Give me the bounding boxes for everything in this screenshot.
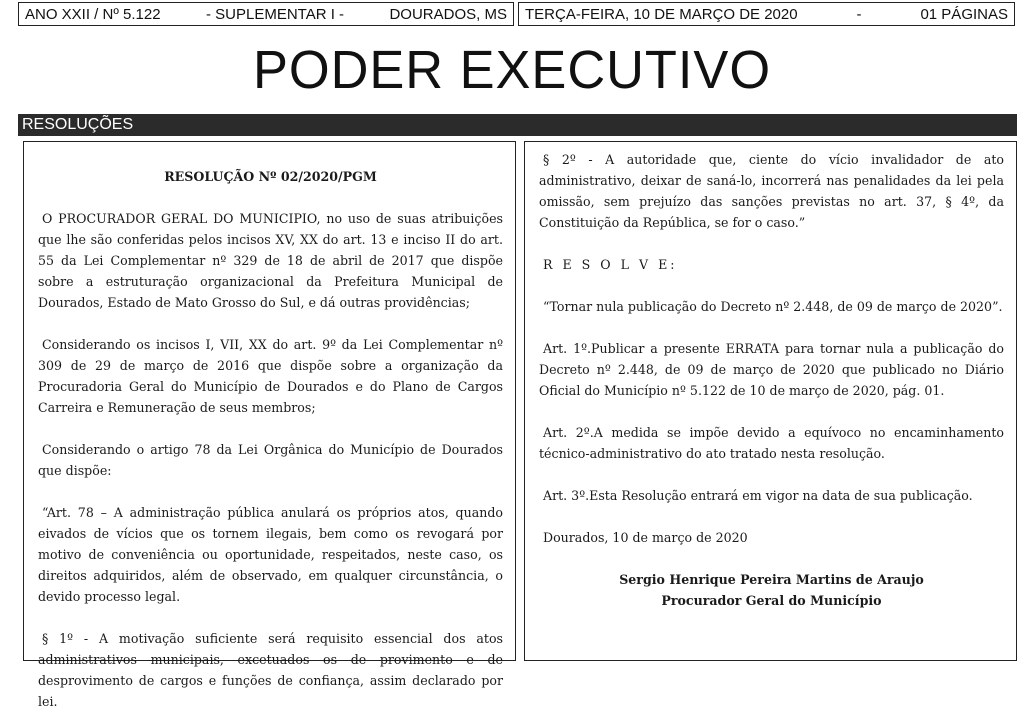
date-place: Dourados, 10 de março de 2020 — [543, 530, 748, 545]
article-2: Art. 2º.A medida se impõe devido a equívoco no encaminhamento técnico-administrativo do ato tratado nesta resolução. — [539, 425, 1004, 461]
paragraph: § 2º - A autoridade que, ciente do vício invalidador de ato administrativo, deixar de saná-lo, incorrerá nas penalidades da lei pela omissão, sem prejuízo das sanções previstas no art. 37, § 4º, da Constituição da República, se for o caso.” — [539, 152, 1004, 230]
article-1: Art. 1º.Publicar a presente ERRATA para tornar nula a publicação do Decreto nº 2.448, de 09 de março de 2020 que publicado no Diário Oficial do Município nº 5.122 de 10 de março de 2020, pág. 01. — [539, 341, 1004, 398]
publication-date: TERÇA-FEIRA, 10 DE MARÇO DE 2020 — [525, 5, 798, 23]
paragraph: Considerando o artigo 78 da Lei Orgânica do Município de Dourados que dispõe: — [38, 442, 503, 478]
paragraph: § 1º - A motivação suficiente será requisito essencial dos atos administrativos municipais, excetuados os de provimento e de desprovimento de cargos e funções de confiança, assim declarado por lei. — [38, 631, 503, 709]
resolution-title: RESOLUÇÃO Nº 02/2020/PGM — [164, 169, 377, 184]
city-label: DOURADOS, MS — [389, 5, 507, 23]
section-header: RESOLUÇÕES — [18, 114, 1017, 136]
article-3: Art. 3º.Esta Resolução entrará em vigor na data de sua publicação. — [543, 488, 973, 503]
signature-name: Sergio Henrique Pereira Martins de Araujo — [619, 572, 924, 587]
paragraph: Considerando os incisos I, VII, XX do art. 9º da Lei Complementar nº 309 de 29 de março de 2016 que dispõe sobre a organização da Procuradoria Geral do Município de Dourados e do Plano de Cargos Carreira e Remuneração de seus membros; — [38, 337, 503, 415]
resolve-heading: R E S O L V E: — [543, 257, 678, 272]
page-title: PODER EXECUTIVO — [252, 40, 772, 100]
paragraph: “Tornar nula publicação do Decreto nº 2.448, de 09 de março de 2020”. — [543, 299, 1003, 314]
signature-role: Procurador Geral do Município — [661, 593, 882, 608]
paragraph: “Art. 78 – A administração pública anulará os próprios atos, quando eivados de vícios que os tornem ilegais, bem como os revogará por motivo de conveniência ou oportunidade, respeitados, neste caso, os direitos adquiridos, além de observado, em qualquer circunstância, o devido processo legal. — [38, 505, 503, 604]
page-count: 01 PÁGINAS — [920, 5, 1008, 23]
edition-number: ANO XXII / Nº 5.122 — [25, 5, 161, 23]
masthead-right-box — [518, 2, 1015, 26]
masthead-dash: - — [856, 5, 862, 23]
masthead-left-box — [18, 2, 514, 26]
paragraph: O PROCURADOR GERAL DO MUNICIPIO, no uso de suas atribuições que lhe são conferidas pelos incisos XV, XX do art. 13 e inciso II do art. 55 da Lei Complementar nº 329 de 18 de abril de 2017 que dispõe sobre a estruturação organizacional da Prefeitura Municipal de Dourados, Estado de Mato Grosso do Sul, e dá outras providências; — [38, 211, 503, 310]
left-column — [23, 141, 516, 709]
masthead — [18, 2, 1017, 24]
supplement-label: - SUPLEMENTAR I - — [205, 5, 345, 23]
right-column — [524, 141, 1017, 661]
